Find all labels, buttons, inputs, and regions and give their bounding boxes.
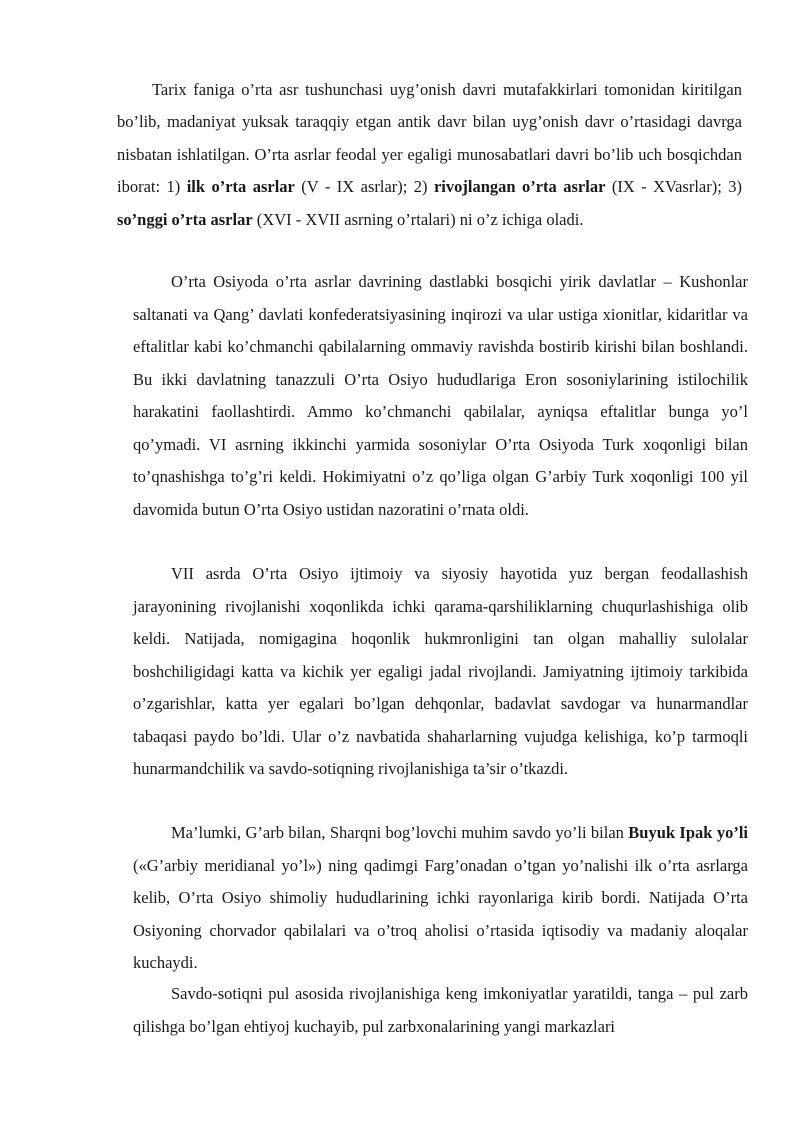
paragraph-1 [117, 74, 742, 236]
text-run: VII asrda O’rta Osiyo ijtimoiy va siyosiy hayotida yuz bergan feodallashish jarayonining rivojlanishi xoqonlikda ichki qarama-qarshiliklarning chuqurlashishiga olib keldi. Natijada, nomigagina hoqonlik hukmronligini tan olgan mahalliy sulolalar boshchiligidagi katta va kichik yer egaligi jadal rivojlandi. Jamiyatning ijtimoiy tarkibida o’zgarishlar, katta yer egalari bo’lgan dehqonlar, badavlat savdogar va hunarmandlar tabaqasi paydo bo’ldi. Ular o’z navbatida shaharlarning vujudga kelishiga, ko’p tarmoqli hunarmandchilik va savdo-sotiqning rivojlanishiga ta’sir o’tkazdi. [133, 564, 748, 778]
text-run: O’rta Osiyoda o’rta asrlar davrining dastlabki bosqichi yirik davlatlar – Kushonlar saltanati va Qang’ davlati konfederatsiyasining inqirozi va ular ustiga xionitlar, kidaritlar va eftalitlar kabi ko’chmanchi qabilalarning ommaviy ravishda bostirib kirishi bilan boshlandi. Bu ikki davlatning tanazzuli O’rta Osiyo hududlariga Eron sosoniylarining istilochilik harakatini faollashtirdi. Ammo ko’chmanchi qabilalar, ayniqsa eftalitlar bunga yo’l qo’ymadi. VI asrning ikkinchi yarmida sosoniylar O’rta Osiyoda Turk xoqonligi bilan to’qnashishga to’g’ri keldi. Hokimiyatni o’z qo’liga olgan G’arbiy Turk xoqonligi 100 yil davomida butun O’rta Osiyo ustidan nazoratini o’rnata oldi. [133, 272, 748, 519]
paragraph-5 [133, 978, 748, 1043]
text-run: (V - IX asrlar); 2) [294, 177, 434, 197]
bold-term: rivojlangan o’rta asrlar [433, 177, 606, 197]
paragraph-2 [133, 266, 748, 526]
text-run: Ma’lumki, G’arb bilan, Sharqni bog’lovchi muhim savdo yo’li bilan [171, 823, 629, 842]
text-run: (IX - XVasrlar); 3) [605, 177, 742, 197]
bold-term: Buyuk Ipak yo’li [628, 823, 748, 842]
text-run: (XVI - XVII asrning o’rtalari) ni o’z ichiga oladi. [252, 209, 584, 229]
bold-term: ilk o’rta asrlar [186, 177, 295, 197]
bold-term: so’nggi o’rta asrlar [117, 209, 253, 229]
text-run: Savdo-sotiqni pul asosida rivojlanishiga keng imkoniyatlar yaratildi, tanga – pul zarb qilishga bo’lgan ehtiyoj kuchayib, pul zarbxonalarining yangi markazlari [133, 984, 748, 1036]
text-run: («G’arbiy meridianal yo’l») ning qadimgi Farg’onadan o’tgan yo’nalishi ilk o’rta asrlarga kelib, O’rta Osiyo shimoliy hududlarining ichki rayonlariga kirib bordi. Natijada O’rta Osiyoning chorvador qabilalari va o’troq aholisi o’rtasida iqtisodiy va madaniy aloqalar kuchaydi. [133, 855, 748, 972]
text-run: Tarix faniga o’rta asr tushunchasi uyg’onish davri mutafakkirlari tomonidan kiritilgan bo’lib, madaniyat yuksak taraqqiy etgan antik davr bilan uyg’onish davr o’rtasidagi davrga nisbatan ishlatilgan. O’rta asrlar feodal yer egaligi munosabatlari davri bo’lib uch bosqichdan iborat: 1) [117, 80, 742, 197]
paragraph-3 [133, 558, 748, 786]
paragraph-4 [133, 817, 748, 980]
